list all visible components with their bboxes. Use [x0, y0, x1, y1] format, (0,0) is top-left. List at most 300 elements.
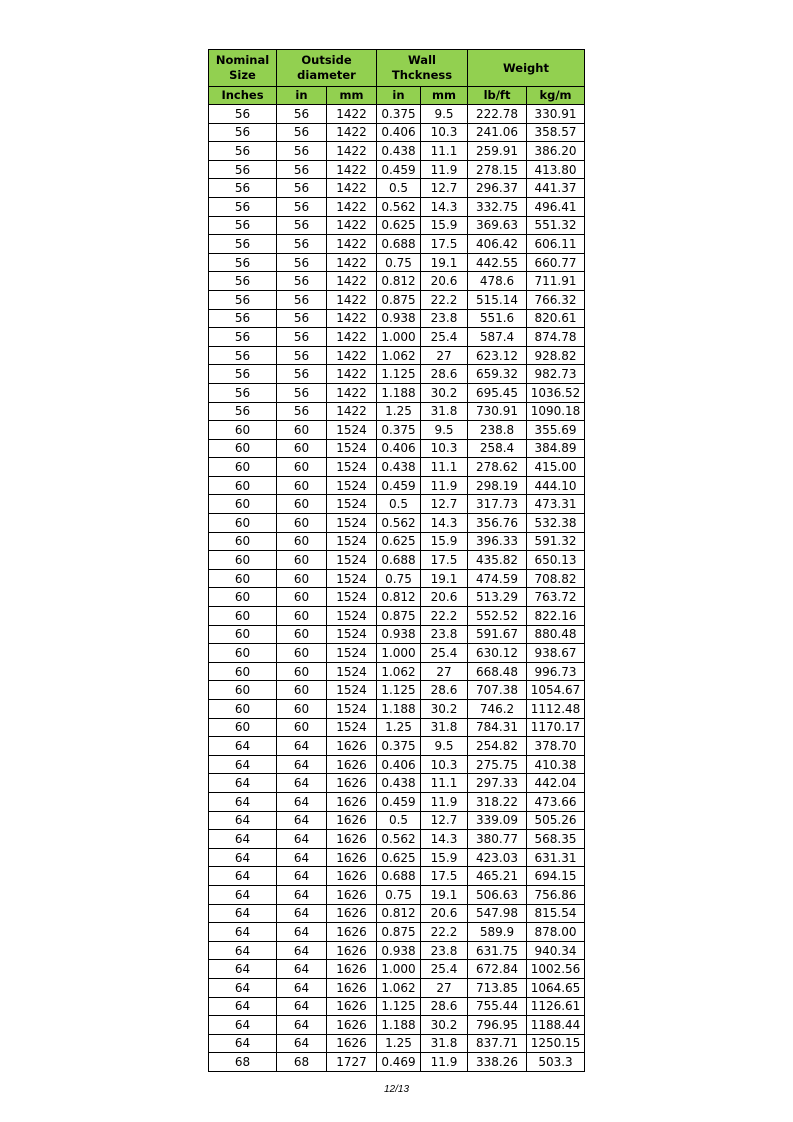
cell-wall-in: 0.938 — [377, 941, 421, 960]
cell-nominal-size-inches: 56 — [209, 179, 277, 198]
cell-weight-lb-ft: 707.38 — [468, 681, 527, 700]
cell-od-mm: 1524 — [327, 662, 377, 681]
table-row — [209, 551, 585, 570]
cell-nominal-size-inches: 56 — [209, 272, 277, 291]
cell-wall-in: 1.125 — [377, 365, 421, 384]
cell-od-mm: 1524 — [327, 607, 377, 626]
cell-wall-mm: 22.2 — [421, 923, 468, 942]
table-row — [209, 458, 585, 477]
cell-wall-in: 0.938 — [377, 309, 421, 328]
cell-wall-mm: 27 — [421, 346, 468, 365]
table-row — [209, 885, 585, 904]
cell-weight-kg-m: 441.37 — [527, 179, 585, 198]
cell-weight-kg-m: 413.80 — [527, 160, 585, 179]
table-row — [209, 848, 585, 867]
cell-od-mm: 1626 — [327, 997, 377, 1016]
cell-weight-lb-ft: 672.84 — [468, 960, 527, 979]
cell-od-in: 60 — [277, 644, 327, 663]
header-row-groups — [209, 50, 585, 87]
cell-weight-lb-ft: 241.06 — [468, 123, 527, 142]
table-row — [209, 365, 585, 384]
pipe-specification-table — [208, 49, 585, 1072]
cell-nominal-size-inches: 64 — [209, 774, 277, 793]
cell-weight-kg-m: 928.82 — [527, 346, 585, 365]
cell-nominal-size-inches: 60 — [209, 476, 277, 495]
cell-od-mm: 1524 — [327, 569, 377, 588]
cell-wall-in: 1.000 — [377, 644, 421, 663]
cell-wall-mm: 19.1 — [421, 569, 468, 588]
table-body — [209, 105, 585, 1072]
table-row — [209, 328, 585, 347]
cell-weight-lb-ft: 318.22 — [468, 792, 527, 811]
cell-wall-mm: 28.6 — [421, 681, 468, 700]
cell-weight-kg-m: 1054.67 — [527, 681, 585, 700]
cell-nominal-size-inches: 64 — [209, 941, 277, 960]
cell-od-mm: 1626 — [327, 960, 377, 979]
cell-od-in: 56 — [277, 123, 327, 142]
cell-weight-lb-ft: 238.8 — [468, 421, 527, 440]
cell-od-in: 60 — [277, 569, 327, 588]
cell-od-in: 56 — [277, 235, 327, 254]
table-row — [209, 755, 585, 774]
table-row — [209, 197, 585, 216]
cell-wall-in: 1.188 — [377, 383, 421, 402]
table-row — [209, 123, 585, 142]
cell-weight-kg-m: 532.38 — [527, 514, 585, 533]
cell-weight-kg-m: 591.32 — [527, 532, 585, 551]
cell-weight-lb-ft: 551.6 — [468, 309, 527, 328]
cell-weight-lb-ft: 730.91 — [468, 402, 527, 421]
cell-wall-in: 0.688 — [377, 867, 421, 886]
cell-od-in: 64 — [277, 978, 327, 997]
cell-nominal-size-inches: 56 — [209, 309, 277, 328]
cell-wall-mm: 20.6 — [421, 588, 468, 607]
cell-wall-mm: 23.8 — [421, 941, 468, 960]
cell-wall-in: 0.459 — [377, 792, 421, 811]
cell-weight-lb-ft: 746.2 — [468, 700, 527, 719]
cell-od-mm: 1422 — [327, 216, 377, 235]
cell-od-in: 60 — [277, 476, 327, 495]
cell-weight-kg-m: 330.91 — [527, 105, 585, 124]
cell-wall-mm: 22.2 — [421, 290, 468, 309]
cell-wall-mm: 20.6 — [421, 904, 468, 923]
cell-weight-kg-m: 874.78 — [527, 328, 585, 347]
cell-wall-mm: 11.1 — [421, 142, 468, 161]
cell-od-in: 60 — [277, 681, 327, 700]
table-row — [209, 569, 585, 588]
cell-od-mm: 1422 — [327, 179, 377, 198]
cell-weight-kg-m: 982.73 — [527, 365, 585, 384]
table-row — [209, 607, 585, 626]
table-row — [209, 681, 585, 700]
cell-weight-kg-m: 1112.48 — [527, 700, 585, 719]
cell-od-mm: 1524 — [327, 421, 377, 440]
cell-wall-in: 0.812 — [377, 272, 421, 291]
header-nominal-size: Nominal Size — [209, 50, 277, 87]
cell-od-mm: 1422 — [327, 160, 377, 179]
cell-weight-lb-ft: 552.52 — [468, 607, 527, 626]
cell-od-mm: 1626 — [327, 811, 377, 830]
cell-weight-lb-ft: 506.63 — [468, 885, 527, 904]
cell-nominal-size-inches: 64 — [209, 848, 277, 867]
cell-weight-lb-ft: 258.4 — [468, 439, 527, 458]
cell-nominal-size-inches: 56 — [209, 216, 277, 235]
cell-od-mm: 1524 — [327, 551, 377, 570]
cell-weight-kg-m: 496.41 — [527, 197, 585, 216]
cell-weight-kg-m: 1126.61 — [527, 997, 585, 1016]
cell-nominal-size-inches: 56 — [209, 402, 277, 421]
cell-wall-mm: 25.4 — [421, 328, 468, 347]
cell-nominal-size-inches: 64 — [209, 978, 277, 997]
cell-od-in: 60 — [277, 439, 327, 458]
cell-wall-in: 0.625 — [377, 216, 421, 235]
cell-nominal-size-inches: 60 — [209, 458, 277, 477]
cell-nominal-size-inches: 56 — [209, 105, 277, 124]
cell-od-mm: 1524 — [327, 476, 377, 495]
cell-weight-kg-m: 938.67 — [527, 644, 585, 663]
cell-wall-mm: 11.1 — [421, 774, 468, 793]
table-row — [209, 105, 585, 124]
cell-wall-mm: 25.4 — [421, 960, 468, 979]
cell-wall-in: 1.25 — [377, 1034, 421, 1053]
cell-wall-mm: 11.9 — [421, 476, 468, 495]
cell-weight-lb-ft: 623.12 — [468, 346, 527, 365]
header-unit-od-in: in — [277, 87, 327, 105]
cell-weight-kg-m: 763.72 — [527, 588, 585, 607]
cell-od-in: 64 — [277, 792, 327, 811]
cell-nominal-size-inches: 64 — [209, 1034, 277, 1053]
cell-nominal-size-inches: 56 — [209, 142, 277, 161]
cell-wall-mm: 14.3 — [421, 830, 468, 849]
cell-weight-lb-ft: 474.59 — [468, 569, 527, 588]
cell-weight-kg-m: 473.66 — [527, 792, 585, 811]
cell-od-mm: 1422 — [327, 402, 377, 421]
cell-od-mm: 1626 — [327, 1016, 377, 1035]
cell-od-mm: 1626 — [327, 848, 377, 867]
cell-weight-kg-m: 378.70 — [527, 737, 585, 756]
cell-od-in: 60 — [277, 718, 327, 737]
cell-od-mm: 1626 — [327, 792, 377, 811]
cell-weight-lb-ft: 406.42 — [468, 235, 527, 254]
table-row — [209, 811, 585, 830]
cell-weight-kg-m: 756.86 — [527, 885, 585, 904]
cell-weight-kg-m: 473.31 — [527, 495, 585, 514]
cell-wall-mm: 10.3 — [421, 123, 468, 142]
cell-od-mm: 1626 — [327, 941, 377, 960]
cell-od-mm: 1524 — [327, 514, 377, 533]
cell-wall-in: 0.459 — [377, 476, 421, 495]
cell-nominal-size-inches: 64 — [209, 830, 277, 849]
cell-wall-in: 0.406 — [377, 439, 421, 458]
cell-od-in: 56 — [277, 142, 327, 161]
cell-od-in: 56 — [277, 197, 327, 216]
cell-od-in: 56 — [277, 105, 327, 124]
cell-wall-mm: 9.5 — [421, 421, 468, 440]
cell-wall-in: 1.000 — [377, 328, 421, 347]
cell-od-mm: 1524 — [327, 644, 377, 663]
cell-od-in: 56 — [277, 160, 327, 179]
cell-wall-in: 0.406 — [377, 123, 421, 142]
cell-wall-in: 0.688 — [377, 551, 421, 570]
cell-od-in: 60 — [277, 532, 327, 551]
cell-weight-kg-m: 384.89 — [527, 439, 585, 458]
cell-nominal-size-inches: 60 — [209, 532, 277, 551]
table-row — [209, 1016, 585, 1035]
cell-wall-in: 1.062 — [377, 346, 421, 365]
cell-weight-lb-ft: 396.33 — [468, 532, 527, 551]
cell-wall-mm: 22.2 — [421, 607, 468, 626]
cell-wall-in: 0.562 — [377, 514, 421, 533]
cell-weight-kg-m: 503.3 — [527, 1053, 585, 1072]
cell-od-in: 64 — [277, 774, 327, 793]
cell-nominal-size-inches: 64 — [209, 923, 277, 942]
cell-weight-kg-m: 766.32 — [527, 290, 585, 309]
cell-wall-mm: 30.2 — [421, 383, 468, 402]
table-row — [209, 235, 585, 254]
cell-od-in: 56 — [277, 253, 327, 272]
cell-weight-lb-ft: 784.31 — [468, 718, 527, 737]
table-row — [209, 904, 585, 923]
cell-nominal-size-inches: 60 — [209, 551, 277, 570]
cell-od-in: 60 — [277, 514, 327, 533]
cell-od-in: 56 — [277, 365, 327, 384]
cell-od-mm: 1626 — [327, 737, 377, 756]
table-row — [209, 309, 585, 328]
table-row — [209, 142, 585, 161]
cell-wall-mm: 31.8 — [421, 718, 468, 737]
cell-wall-mm: 15.9 — [421, 532, 468, 551]
cell-od-in: 64 — [277, 997, 327, 1016]
cell-weight-lb-ft: 222.78 — [468, 105, 527, 124]
cell-od-mm: 1727 — [327, 1053, 377, 1072]
cell-weight-kg-m: 815.54 — [527, 904, 585, 923]
cell-wall-mm: 9.5 — [421, 737, 468, 756]
cell-wall-mm: 10.3 — [421, 755, 468, 774]
cell-weight-lb-ft: 513.29 — [468, 588, 527, 607]
cell-weight-lb-ft: 369.63 — [468, 216, 527, 235]
cell-od-in: 68 — [277, 1053, 327, 1072]
table-row — [209, 1053, 585, 1072]
cell-weight-kg-m: 551.32 — [527, 216, 585, 235]
cell-nominal-size-inches: 56 — [209, 383, 277, 402]
page-number: 12/13 — [383, 1084, 410, 1095]
cell-od-mm: 1524 — [327, 439, 377, 458]
cell-wall-in: 0.688 — [377, 235, 421, 254]
cell-nominal-size-inches: 60 — [209, 700, 277, 719]
cell-weight-kg-m: 386.20 — [527, 142, 585, 161]
cell-wall-in: 0.469 — [377, 1053, 421, 1072]
cell-nominal-size-inches: 56 — [209, 253, 277, 272]
cell-wall-mm: 17.5 — [421, 551, 468, 570]
cell-od-mm: 1626 — [327, 978, 377, 997]
cell-nominal-size-inches: 60 — [209, 718, 277, 737]
cell-od-in: 64 — [277, 811, 327, 830]
table-row — [209, 476, 585, 495]
cell-od-in: 56 — [277, 290, 327, 309]
cell-od-mm: 1524 — [327, 700, 377, 719]
cell-weight-lb-ft: 380.77 — [468, 830, 527, 849]
cell-weight-kg-m: 996.73 — [527, 662, 585, 681]
cell-od-mm: 1422 — [327, 142, 377, 161]
table-row — [209, 216, 585, 235]
cell-nominal-size-inches: 56 — [209, 197, 277, 216]
cell-od-in: 56 — [277, 272, 327, 291]
cell-weight-lb-ft: 695.45 — [468, 383, 527, 402]
cell-od-mm: 1524 — [327, 532, 377, 551]
cell-wall-in: 0.812 — [377, 904, 421, 923]
cell-od-mm: 1524 — [327, 458, 377, 477]
cell-weight-lb-ft: 339.09 — [468, 811, 527, 830]
table-row — [209, 625, 585, 644]
cell-od-mm: 1422 — [327, 383, 377, 402]
cell-wall-in: 1.125 — [377, 997, 421, 1016]
cell-weight-lb-ft: 755.44 — [468, 997, 527, 1016]
cell-weight-kg-m: 1002.56 — [527, 960, 585, 979]
cell-od-mm: 1422 — [327, 235, 377, 254]
cell-wall-mm: 12.7 — [421, 811, 468, 830]
cell-weight-lb-ft: 515.14 — [468, 290, 527, 309]
cell-weight-kg-m: 444.10 — [527, 476, 585, 495]
cell-weight-kg-m: 1064.65 — [527, 978, 585, 997]
cell-od-mm: 1524 — [327, 625, 377, 644]
cell-wall-in: 0.562 — [377, 830, 421, 849]
cell-weight-lb-ft: 356.76 — [468, 514, 527, 533]
cell-wall-mm: 17.5 — [421, 867, 468, 886]
cell-weight-kg-m: 1188.44 — [527, 1016, 585, 1035]
cell-weight-lb-ft: 298.19 — [468, 476, 527, 495]
cell-od-mm: 1422 — [327, 272, 377, 291]
cell-weight-lb-ft: 297.33 — [468, 774, 527, 793]
cell-wall-mm: 27 — [421, 662, 468, 681]
cell-wall-mm: 19.1 — [421, 885, 468, 904]
cell-weight-kg-m: 355.69 — [527, 421, 585, 440]
cell-weight-lb-ft: 259.91 — [468, 142, 527, 161]
table-row — [209, 346, 585, 365]
cell-weight-kg-m: 708.82 — [527, 569, 585, 588]
cell-weight-lb-ft: 275.75 — [468, 755, 527, 774]
table-row — [209, 179, 585, 198]
table-row — [209, 978, 585, 997]
cell-weight-kg-m: 820.61 — [527, 309, 585, 328]
cell-od-in: 64 — [277, 830, 327, 849]
cell-nominal-size-inches: 56 — [209, 328, 277, 347]
cell-od-mm: 1422 — [327, 123, 377, 142]
cell-wall-in: 0.5 — [377, 179, 421, 198]
cell-od-in: 56 — [277, 328, 327, 347]
table-header — [209, 50, 585, 105]
cell-od-in: 56 — [277, 216, 327, 235]
cell-wall-mm: 28.6 — [421, 997, 468, 1016]
cell-od-in: 64 — [277, 867, 327, 886]
cell-od-in: 60 — [277, 458, 327, 477]
cell-weight-lb-ft: 796.95 — [468, 1016, 527, 1035]
cell-wall-mm: 23.8 — [421, 309, 468, 328]
cell-weight-kg-m: 415.00 — [527, 458, 585, 477]
cell-nominal-size-inches: 64 — [209, 904, 277, 923]
table-row — [209, 272, 585, 291]
cell-wall-in: 0.875 — [377, 923, 421, 942]
cell-od-in: 64 — [277, 848, 327, 867]
cell-od-mm: 1626 — [327, 923, 377, 942]
cell-weight-kg-m: 410.38 — [527, 755, 585, 774]
cell-nominal-size-inches: 68 — [209, 1053, 277, 1072]
cell-wall-mm: 10.3 — [421, 439, 468, 458]
cell-nominal-size-inches: 64 — [209, 997, 277, 1016]
cell-wall-in: 1.25 — [377, 718, 421, 737]
cell-wall-in: 1.188 — [377, 700, 421, 719]
cell-nominal-size-inches: 64 — [209, 792, 277, 811]
cell-wall-mm: 12.7 — [421, 495, 468, 514]
cell-wall-in: 0.875 — [377, 607, 421, 626]
cell-wall-in: 1.062 — [377, 662, 421, 681]
cell-weight-kg-m: 442.04 — [527, 774, 585, 793]
cell-weight-lb-ft: 296.37 — [468, 179, 527, 198]
cell-nominal-size-inches: 60 — [209, 588, 277, 607]
cell-wall-mm: 15.9 — [421, 848, 468, 867]
cell-weight-kg-m: 568.35 — [527, 830, 585, 849]
cell-wall-in: 0.438 — [377, 142, 421, 161]
cell-od-mm: 1626 — [327, 904, 377, 923]
cell-od-in: 60 — [277, 421, 327, 440]
cell-wall-mm: 30.2 — [421, 700, 468, 719]
cell-nominal-size-inches: 56 — [209, 365, 277, 384]
cell-wall-in: 0.375 — [377, 421, 421, 440]
cell-od-in: 60 — [277, 495, 327, 514]
cell-od-mm: 1422 — [327, 253, 377, 272]
table-row — [209, 718, 585, 737]
cell-wall-in: 0.5 — [377, 495, 421, 514]
cell-wall-in: 0.562 — [377, 197, 421, 216]
table-row — [209, 1034, 585, 1053]
cell-od-in: 60 — [277, 588, 327, 607]
table-row — [209, 532, 585, 551]
cell-wall-in: 0.875 — [377, 290, 421, 309]
cell-nominal-size-inches: 64 — [209, 1016, 277, 1035]
cell-wall-mm: 19.1 — [421, 253, 468, 272]
table-row — [209, 495, 585, 514]
table-row — [209, 700, 585, 719]
cell-weight-lb-ft: 338.26 — [468, 1053, 527, 1072]
cell-nominal-size-inches: 56 — [209, 235, 277, 254]
cell-weight-lb-ft: 317.73 — [468, 495, 527, 514]
cell-weight-kg-m: 940.34 — [527, 941, 585, 960]
cell-od-mm: 1422 — [327, 105, 377, 124]
cell-wall-in: 0.625 — [377, 532, 421, 551]
cell-weight-kg-m: 606.11 — [527, 235, 585, 254]
table-row — [209, 644, 585, 663]
table-row — [209, 402, 585, 421]
cell-nominal-size-inches: 64 — [209, 867, 277, 886]
cell-wall-in: 0.406 — [377, 755, 421, 774]
cell-wall-mm: 11.9 — [421, 1053, 468, 1072]
cell-od-mm: 1524 — [327, 588, 377, 607]
cell-weight-kg-m: 878.00 — [527, 923, 585, 942]
cell-nominal-size-inches: 60 — [209, 495, 277, 514]
cell-wall-in: 0.75 — [377, 253, 421, 272]
cell-nominal-size-inches: 60 — [209, 514, 277, 533]
cell-od-mm: 1626 — [327, 774, 377, 793]
cell-nominal-size-inches: 56 — [209, 123, 277, 142]
cell-od-in: 56 — [277, 309, 327, 328]
header-unit-od-mm: mm — [327, 87, 377, 105]
cell-wall-mm: 12.7 — [421, 179, 468, 198]
cell-nominal-size-inches: 60 — [209, 439, 277, 458]
table-row — [209, 160, 585, 179]
cell-wall-in: 0.375 — [377, 737, 421, 756]
cell-weight-lb-ft: 659.32 — [468, 365, 527, 384]
cell-wall-in: 1.000 — [377, 960, 421, 979]
cell-nominal-size-inches: 60 — [209, 625, 277, 644]
